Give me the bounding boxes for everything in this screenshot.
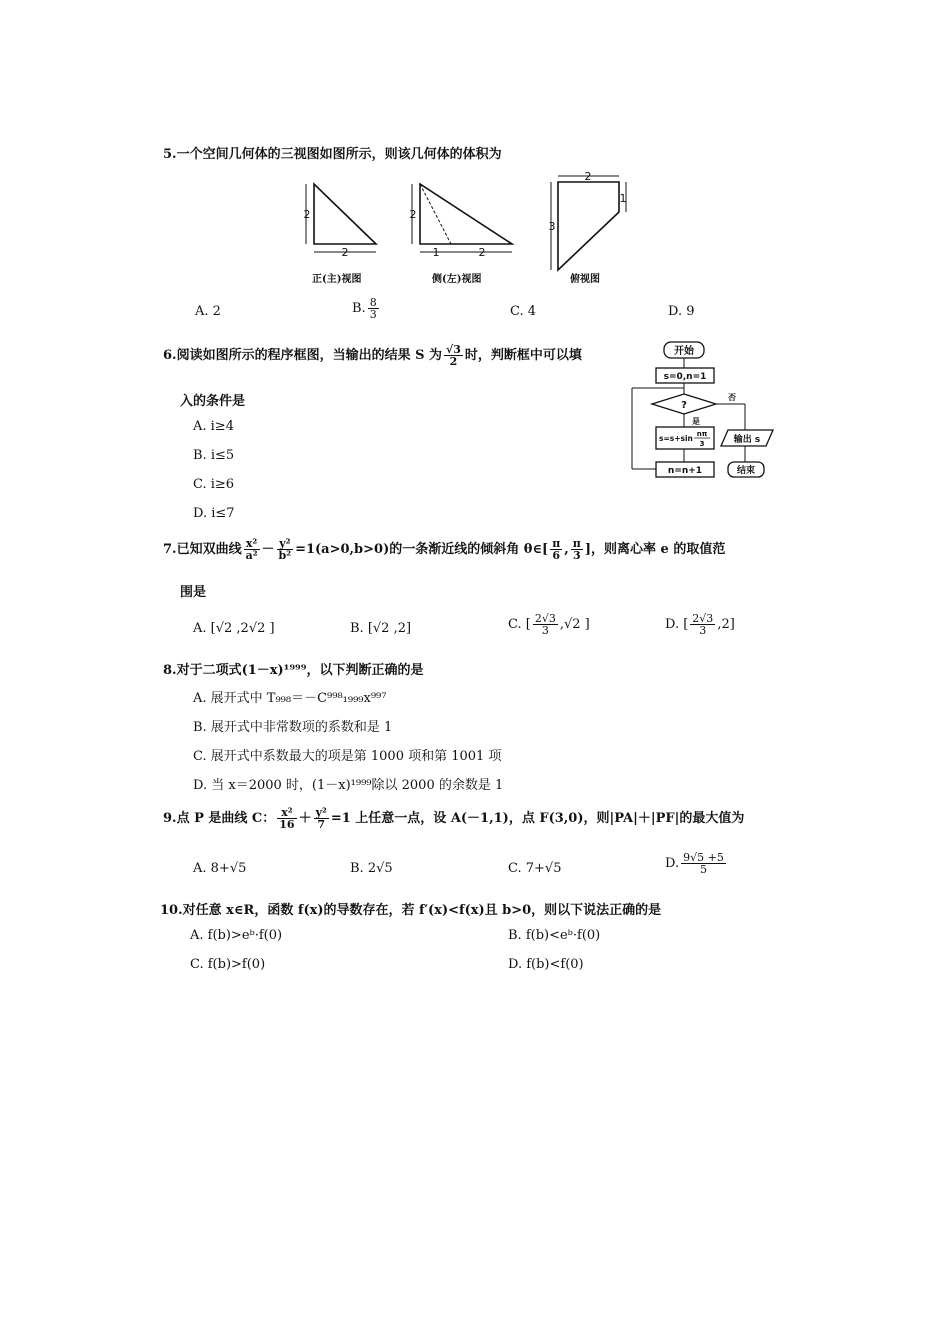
q8-stem: 8.对于二项式(1－x)¹⁹⁹⁹，以下判断正确的是 (163, 663, 424, 678)
q6-option-d: D. i≤7 (193, 506, 235, 521)
top-view-caption: 俯视图 (570, 274, 600, 285)
flow-increment: n=n+1 (667, 466, 703, 476)
q5-option-b: B. $\frac{8}{3}$ (352, 296, 377, 321)
q8-option-d: D. 当 x＝2000 时，(1－x)¹⁹⁹⁹除以 2000 的余数是 1 (193, 778, 504, 793)
top-view (549, 172, 627, 270)
front-height-label: 2 (303, 208, 311, 221)
q6-stem-line2: 入的条件是 (180, 394, 246, 409)
q6-option-a: A. i≥4 (193, 419, 234, 434)
q7-option-c: C. [ $\frac{2√3}{3}$ ,√2 ] (508, 612, 590, 637)
flow-body-num: nπ (696, 430, 708, 438)
flow-body-den: 3 (699, 440, 705, 448)
q6-option-c: C. i≥6 (193, 477, 235, 492)
q7-option-d: D. [ $\frac{2√3}{3}$ ,2] (665, 612, 735, 637)
q5-option-a: A. 2 (195, 304, 221, 319)
q8-option-a: A. 展开式中 T₉₉₈＝－C⁹⁹⁸₁₉₉₉x⁹⁹⁷ (193, 691, 387, 706)
q9-option-a: A. 8+√5 (193, 861, 247, 876)
q6-stem: 6.阅读如图所示的程序框图，当输出的结果 S 为 $\frac{√3}{2}$ 时，判断框中可以填 (163, 343, 582, 368)
top-width-label: 2 (584, 172, 592, 183)
side-view-caption: 侧(左)视图 (432, 274, 482, 285)
q7-pi-2: π (572, 537, 581, 550)
q10-option-b: B. f(b)<eᵇ·f(0) (508, 928, 601, 943)
q7-stem-line2: 围是 (180, 585, 207, 600)
q9-option-d: D. $\frac{9√5 +5}{5}$ (665, 851, 724, 876)
front-width-label: 2 (341, 246, 349, 259)
q7-option-a: A. [√2 ,2√2 ] (193, 621, 275, 636)
side-view (410, 184, 513, 259)
top-height-label: 3 (548, 220, 556, 233)
flow-yes-label: 是 (692, 417, 700, 426)
side-width1-label: 1 (432, 246, 440, 259)
q5-stem: 5.一个空间几何体的三视图如图所示，则该几何体的体积为 (163, 147, 502, 162)
front-view-caption: 正(主)视图 (312, 274, 362, 285)
flow-end: 结束 (736, 466, 756, 476)
q5-option-d: D. 9 (668, 304, 695, 319)
side-height-label: 2 (409, 208, 417, 221)
q10-stem: 10.对任意 x∈R，函数 f(x)的导数存在，若 f′(x)<f(x)且 b>0，则以下说法正确的是 (160, 903, 662, 918)
flow-no-label: 否 (728, 393, 736, 402)
front-view (304, 184, 377, 259)
q9-stem: 9.点 P 是曲线 C： $\frac{\text{x²}}{16}$ ＋ $\frac{\text{y²}}{7}$ =1 上任意一点，设 A(－1,1)，点 F(3,0)，则|PA|＋|PF|的最大值为 (163, 806, 745, 831)
flow-init: s=0,n=1 (663, 372, 707, 382)
flow-body: s=s+sin (659, 434, 693, 443)
q6-option-b: B. i≤5 (193, 448, 235, 463)
q9-option-b: B. 2√5 (350, 861, 393, 876)
flow-start: 开始 (674, 346, 694, 357)
flow-output: 输出 s (733, 435, 761, 445)
q7-option-b: B. [√2 ,2] (350, 621, 412, 636)
q10-option-a: A. f(b)>eᵇ·f(0) (190, 928, 283, 943)
flow-condition: ? (681, 400, 687, 411)
q8-option-b: B. 展开式中非常数项的系数和是 1 (193, 720, 393, 735)
q5-option-c: C. 4 (510, 304, 537, 319)
top-right-label: 1 (619, 192, 627, 205)
q7-stem: 7.已知双曲线 $\frac{\text{x²}}{\text{a²}}$ － $\frac{\text{y²}}{\text{b²}}$ =1(a>0,b>0)的一条渐近线的倾斜角 θ∈[ $\frac{\pi}{6}$ , $\frac{\pi}{3}$ ]，则离心率 e 的取值范 (163, 537, 726, 562)
q9-option-c: C. 7+√5 (508, 861, 562, 876)
side-width2-label: 2 (478, 246, 486, 259)
flowchart (628, 338, 783, 486)
q8-option-c: C. 展开式中系数最大的项是第 1000 项和第 1001 项 (193, 749, 502, 764)
q10-option-d: D. f(b)<f(0) (508, 957, 584, 972)
q10-option-c: C. f(b)>f(0) (190, 957, 266, 972)
